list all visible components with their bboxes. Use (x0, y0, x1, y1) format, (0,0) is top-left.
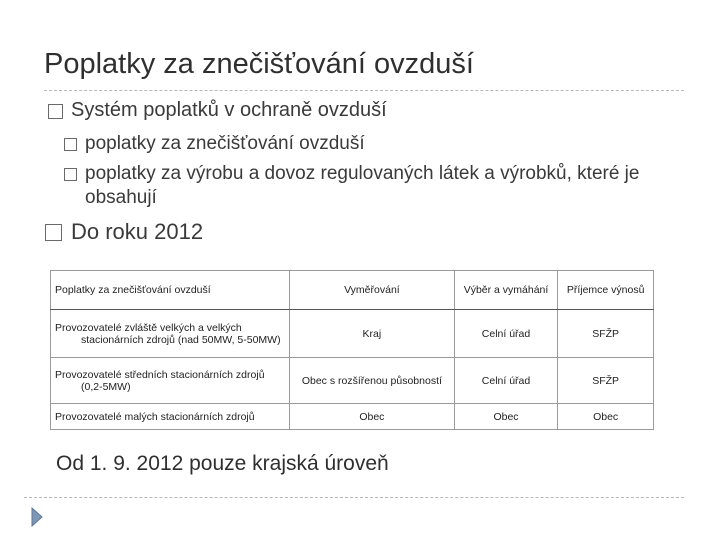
row-collection: Celní úřad (454, 310, 557, 358)
table-row (51, 310, 654, 358)
row-recipient: SFŽP (558, 358, 654, 404)
bullet-system (48, 99, 387, 122)
row-collection: Obec (454, 404, 557, 430)
row-assessment: Kraj (290, 310, 455, 358)
checkbox-square-icon (64, 168, 77, 181)
bullet-system-text: Systém poplatků v ochraně ovzduší (71, 99, 387, 121)
row-recipient: SFŽP (558, 310, 654, 358)
row-operator-text: Provozovatelé středních stacionárních zdrojů (0,2-5MW) (55, 368, 265, 393)
bullet-sub-pollution (64, 133, 365, 155)
table-row (51, 404, 654, 430)
header-recipient: Příjemce výnosů (558, 271, 654, 310)
bullet-sub-production (64, 163, 705, 210)
footer-note: Od 1. 9. 2012 pouze krajská úroveň (56, 452, 389, 475)
row-operator-text: Provozovatelé zvláště velkých a velkých stacionárních zdrojů (nad 50MW, 5-50MW) (55, 321, 281, 346)
row-assessment: Obec (290, 404, 455, 430)
bullet-period (45, 219, 203, 245)
row-operator (51, 404, 290, 430)
row-operator (51, 310, 290, 358)
checkbox-square-icon (48, 104, 63, 119)
page-title: Poplatky za znečišťování ovzduší (44, 48, 474, 80)
fees-table (50, 270, 654, 430)
row-recipient: Obec (558, 404, 654, 430)
bottom-divider (24, 497, 684, 498)
table-row (51, 358, 654, 404)
header-fees: Poplatky za znečišťování ovzduší (51, 271, 290, 310)
row-operator-text: Provozovatelé malých stacionárních zdrojů (55, 410, 255, 423)
row-collection: Celní úřad (454, 358, 557, 404)
bullet-sub-pollution-text: poplatky za znečišťování ovzduší (85, 133, 365, 154)
header-collection: Výběr a vymáhání (454, 271, 557, 310)
checkbox-square-icon (45, 224, 62, 241)
bullet-period-text: Do roku 2012 (71, 219, 204, 244)
checkbox-square-icon (64, 138, 77, 151)
title-divider (44, 90, 684, 91)
row-operator (51, 358, 290, 404)
header-assessment: Vyměřování (290, 271, 455, 310)
bullet-sub-production-text: poplatky za výrobu a dovoz regulovaných látek a výrobků, které je obsahují (85, 163, 640, 208)
chevron-right-icon[interactable] (30, 506, 44, 528)
row-assessment: Obec s rozšířenou působností (290, 358, 455, 404)
table-header-row (51, 271, 654, 310)
